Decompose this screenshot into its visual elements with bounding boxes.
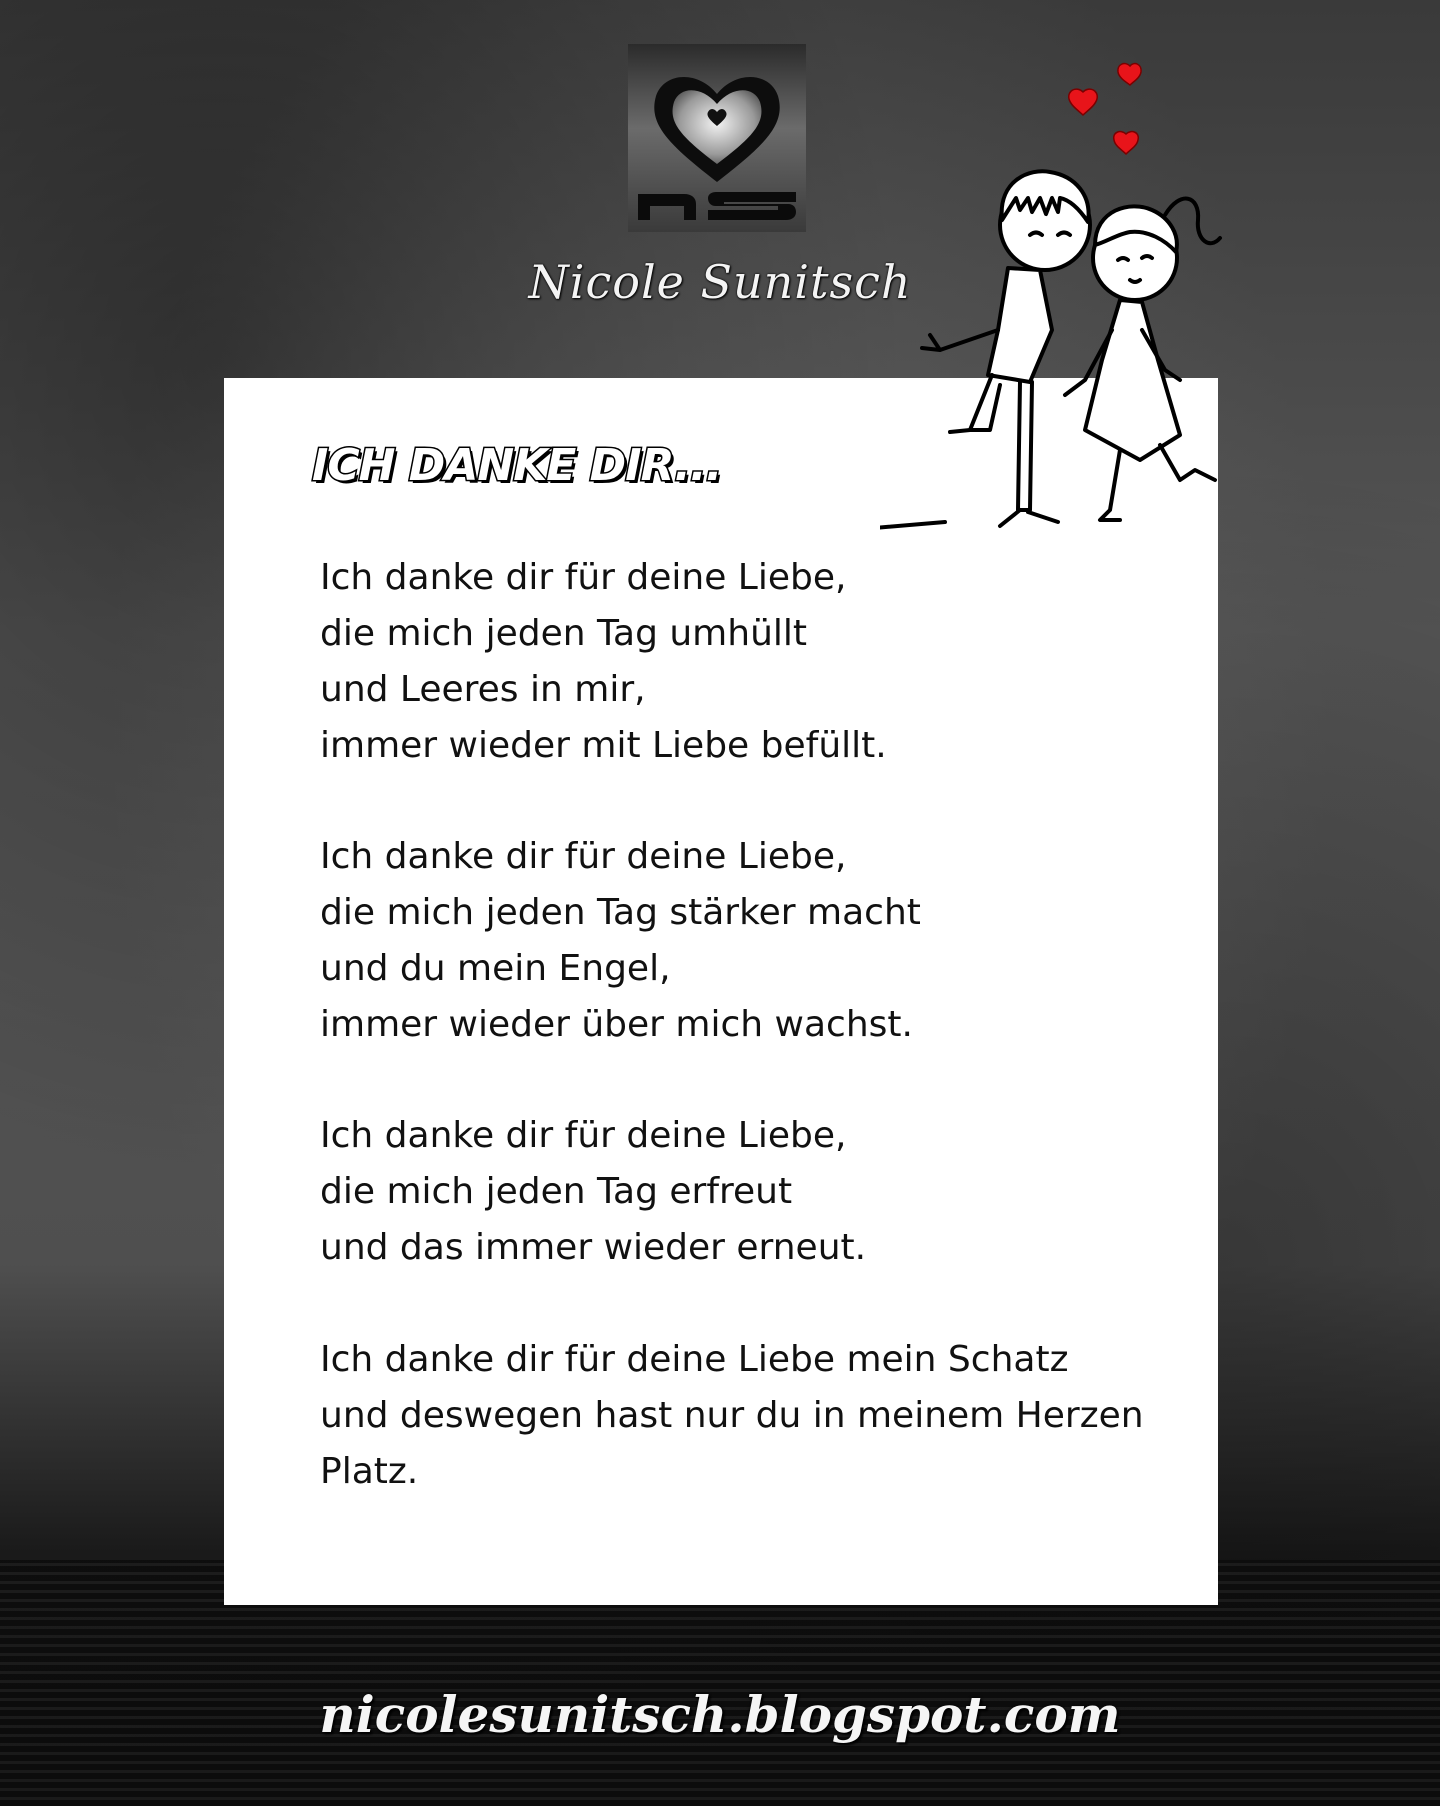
poem-line: und deswegen hast nur du in meinem Herzen (320, 1395, 1144, 1436)
ns-logo (628, 44, 806, 232)
poem-stanza-2 (320, 829, 1200, 1053)
poem-line: und das immer wieder erneut. (320, 1227, 867, 1268)
poem-line: Ich danke dir für deine Liebe, (320, 557, 847, 598)
couple-illustration (880, 30, 1310, 590)
poem-title: ICH DANKE DIR... (312, 440, 722, 491)
poem-line: die mich jeden Tag stärker macht (320, 892, 921, 933)
author-name: Nicole Sunitsch (528, 255, 912, 309)
hearts-icon (1069, 64, 1141, 154)
poem-line: die mich jeden Tag erfreut (320, 1171, 793, 1212)
poem-stanza-3 (320, 1108, 1200, 1276)
poem-line: Platz. (320, 1451, 419, 1492)
poem-line: Ich danke dir für deine Liebe, (320, 836, 847, 877)
poem-line: Ich danke dir für deine Liebe, (320, 1115, 847, 1156)
poem-line: die mich jeden Tag umhüllt (320, 613, 808, 654)
poem-line: Ich danke dir für deine Liebe mein Schatz (320, 1339, 1069, 1380)
blog-url-link[interactable]: nicolesunitsch.blogspot.com (319, 1685, 1121, 1744)
poem-line: immer wieder mit Liebe befüllt. (320, 725, 887, 766)
ns-letters (638, 192, 796, 220)
poem-line: und Leeres in mir, (320, 669, 646, 710)
poem-stanza-1 (320, 550, 1200, 774)
poem-line: immer wieder über mich wachst. (320, 1004, 913, 1045)
poem-stanza-4 (320, 1332, 1200, 1500)
poem-line: und du mein Engel, (320, 948, 671, 989)
